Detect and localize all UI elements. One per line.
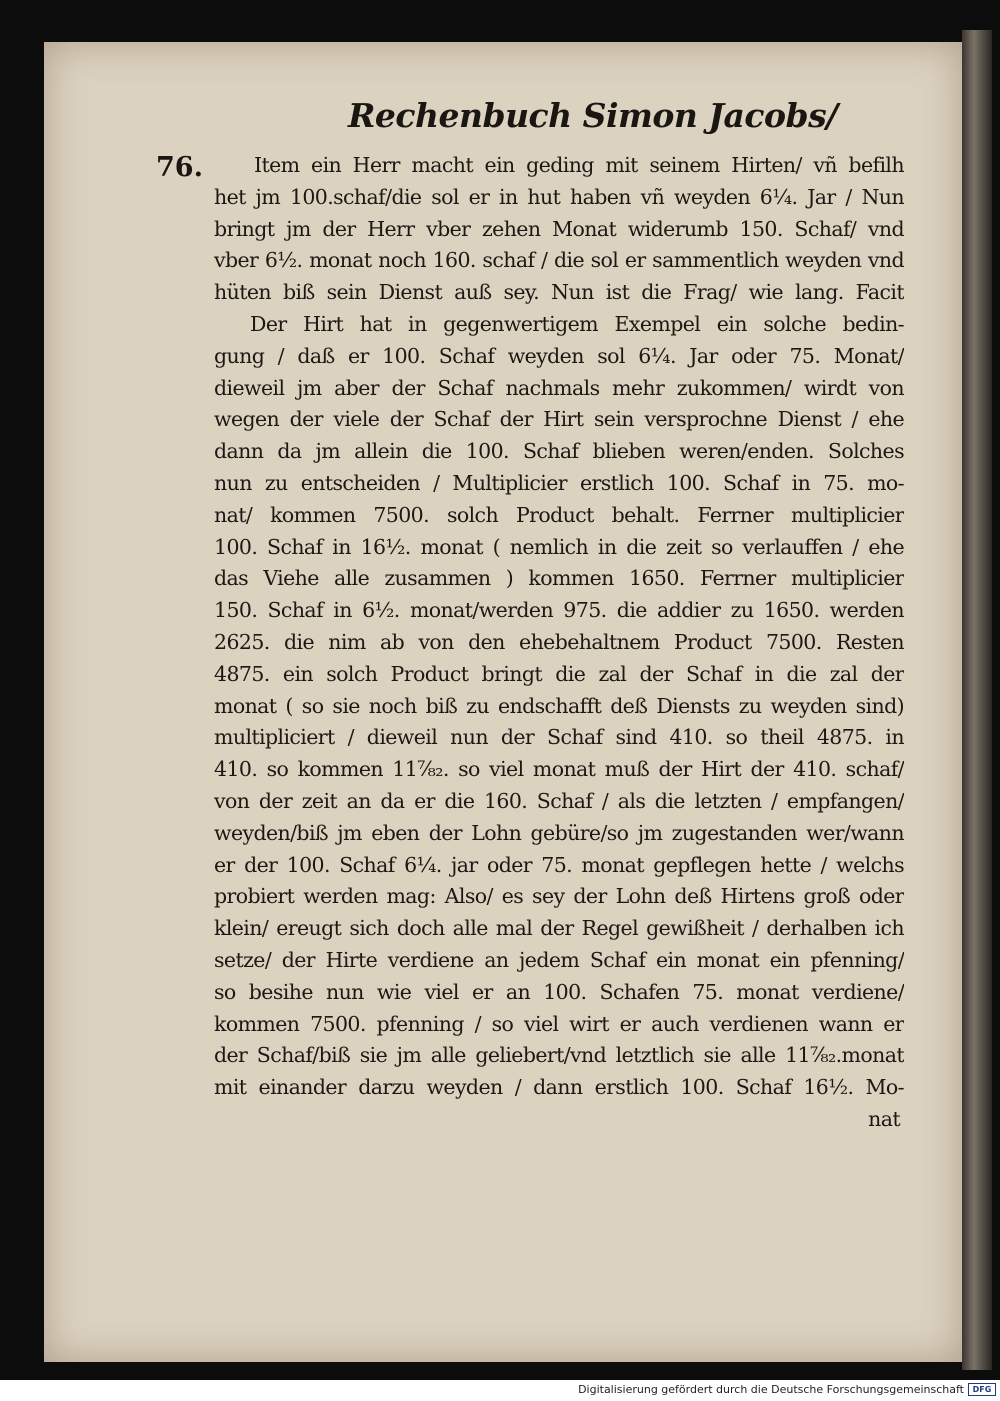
text-line: probiert werden mag: Also/ es sey der Lohn deß Hirtens groß oder bbox=[214, 884, 904, 909]
text-line: hüten biß sein Dienst auß sey. Nun ist die Frag/ wie lang. Facit bbox=[214, 280, 904, 305]
text-line: nun zu entscheiden / Multiplicier erstlich 100. Schaf in 75. mo- bbox=[214, 470, 904, 495]
dfg-logo-icon[interactable]: DFG bbox=[968, 1383, 996, 1396]
catchword: nat bbox=[868, 1106, 900, 1131]
text-line: setze/ der Hirte verdiene an jedem Schaf ein monat ein pfenning/ bbox=[214, 947, 904, 972]
text-line: dieweil jm aber der Schaf nachmals mehr zukommen/ wirdt von bbox=[214, 375, 904, 400]
text-line: Item ein Herr macht ein geding mit seinem Hirten/ vñ befilh bbox=[254, 153, 904, 177]
text-line: 100. Schaf in 16½. monat ( nemlich in die zeit so verlauffen / ehe bbox=[214, 534, 904, 559]
text-line: multipliciert / dieweil nun der Schaf sind 410. so theil 4875. in bbox=[214, 725, 904, 750]
text-line: monat ( so sie noch biß zu endschafft deß Diensts zu weyden sind) bbox=[214, 693, 904, 718]
text-line: 150. Schaf in 6½. monat/werden 975. die addier zu 1650. werden bbox=[214, 598, 904, 623]
text-line: Der Hirt hat in gegenwertigem Exempel ein solche bedin- bbox=[250, 311, 904, 336]
text-line: het jm 100.schaf/die sol er in hut haben vñ weyden 6¼. Jar / Nun bbox=[214, 184, 904, 209]
text-line: 4875. ein solch Product bringt die zal der Schaf in die zal der bbox=[214, 661, 904, 686]
text-line: wegen der viele der Schaf der Hirt sein versprochne Dienst / ehe bbox=[214, 407, 904, 432]
text-line: so besihe nun wie viel er an 100. Schafen 75. monat verdiene/ bbox=[214, 979, 904, 1004]
text-line: das Viehe alle zusammen ) kommen 1650. Ferrner multiplicier bbox=[214, 566, 904, 591]
text-line: mit einander darzu weyden / dann erstlich 100. Schaf 16½. Mo- bbox=[214, 1075, 904, 1100]
text-line: nat/ kommen 7500. solch Product behalt. Ferrner multiplicier bbox=[214, 502, 904, 527]
running-head: Rechenbuch Simon Jacobs/ bbox=[348, 96, 838, 135]
text-line: vber 6½. monat noch 160. schaf / die sol er sammentlich weyden vnd bbox=[214, 248, 904, 273]
funding-credit: Digitalisierung gefördert durch die Deutsche Forschungsgemeinschaft bbox=[578, 1383, 964, 1396]
text-line: von der zeit an da er die 160. Schaf / als die letzten / empfangen/ bbox=[214, 788, 904, 813]
text-line: er der 100. Schaf 6¼. jar oder 75. monat gepflegen hette / welchs bbox=[214, 852, 904, 877]
text-line: der Schaf/biß sie jm alle geliebert/vnd letztlich sie alle 11⁷⁄₈₂.monat bbox=[214, 1043, 904, 1068]
body-text bbox=[214, 150, 904, 1136]
text-line: 2625. die nim ab von den ehebehaltnem Product 7500. Resten bbox=[214, 629, 904, 654]
page-edge bbox=[962, 30, 992, 1370]
text-line: klein/ ereugt sich doch alle mal der Regel gewißheit / derhalben ich bbox=[214, 916, 904, 941]
item-number: 76. bbox=[156, 152, 203, 183]
text-line: 410. so kommen 11⁷⁄₈₂. so viel monat muß der Hirt der 410. schaf/ bbox=[214, 757, 904, 782]
text-line: kommen 7500. pfenning / so viel wirt er auch verdienen wann er bbox=[214, 1011, 904, 1036]
footer-bar bbox=[0, 1380, 1000, 1401]
text-line: weyden/biß jm eben der Lohn gebüre/so jm zugestanden wer/wann bbox=[214, 820, 904, 845]
text-line: gung / daß er 100. Schaf weyden sol 6¼. Jar oder 75. Monat/ bbox=[214, 343, 904, 368]
text-line: dann da jm allein die 100. Schaf blieben weren/enden. Solches bbox=[214, 439, 904, 464]
text-line: bringt jm der Herr vber zehen Monat widerumb 150. Schaf/ vnd bbox=[214, 216, 904, 241]
